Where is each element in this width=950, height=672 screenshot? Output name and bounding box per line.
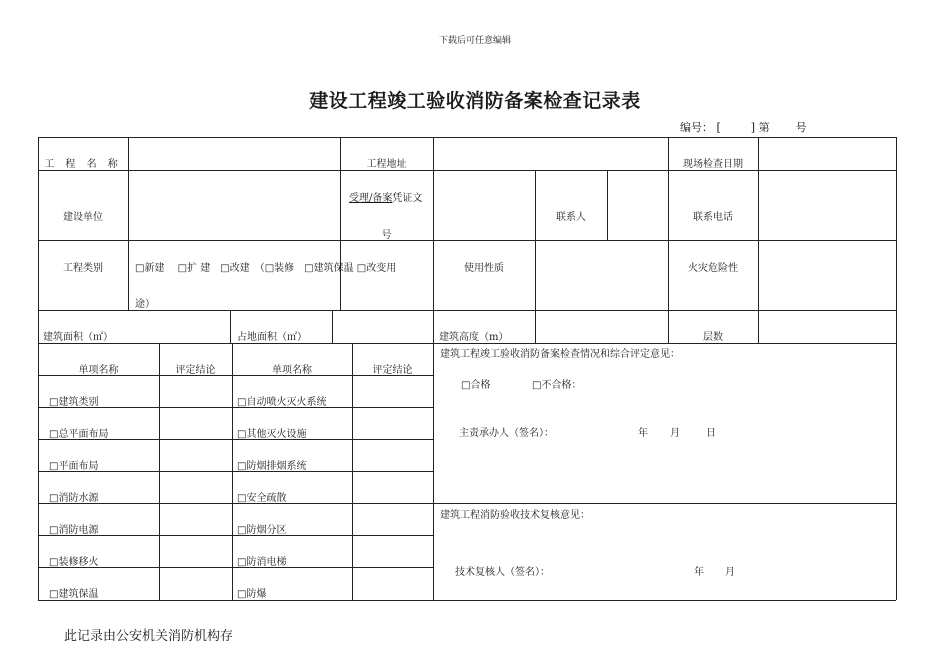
item-left-1: □建筑类别: [49, 397, 99, 408]
opinion-pass-checkbox: □合格: [461, 380, 491, 391]
receipt-label-c: 号: [381, 230, 392, 241]
serial-di: 第: [758, 121, 770, 134]
items-col-name-left: 单项名称: [78, 365, 119, 376]
category-options: □新建 □扩 建 □改建 （□装修 □建筑保温 □改变用: [135, 263, 397, 274]
building-area-label: 建筑面积（㎡）: [43, 332, 113, 343]
inspection-date-label: 现场检查日期: [683, 159, 743, 170]
construction-unit-label: 建设单位: [63, 212, 103, 223]
serial-open-bracket: [: [716, 121, 721, 134]
floors-label: 层数: [703, 332, 723, 343]
opinion-year: 年: [638, 428, 648, 439]
item-left-4: □消防水源: [49, 493, 99, 504]
project-name-label: 工 程 名 称: [44, 159, 122, 170]
fire-risk-label: 火灾危险性: [688, 263, 738, 274]
receipt-label-a: 受理/备案: [349, 193, 393, 204]
item-right-1: □自动喷火灭火系统: [237, 397, 327, 408]
review-month: 月: [725, 567, 735, 578]
item-right-2: □其他灭火设施: [237, 429, 307, 440]
item-left-7: □建筑保温: [49, 589, 99, 600]
opinion-title: 建筑工程竣工验收消防备案检查情况和综合评定意见：: [440, 349, 680, 360]
footer-note: 此记录由公安机关消防机构存: [64, 629, 234, 644]
opinion-fail-checkbox: □不合格：: [532, 380, 582, 391]
item-right-7: □防爆: [237, 589, 267, 600]
opinion-day: 日: [706, 428, 716, 439]
serial-label: 编号：: [680, 121, 713, 134]
receipt-label-b: 凭证文: [392, 193, 423, 204]
form-title: 建设工程竣工验收消防备案检查记录表: [309, 90, 641, 112]
item-right-6: □防消电梯: [237, 557, 287, 568]
category-options-tail: 途）: [135, 299, 155, 310]
items-col-result-right: 评定结论: [372, 365, 413, 376]
item-left-5: □消防电源: [49, 525, 99, 536]
serial-hao: 号: [795, 121, 807, 134]
items-col-result-left: 评定结论: [175, 365, 216, 376]
review-signer-label: 技术复核人（签名）：: [455, 567, 550, 578]
project-address-label: 工程地址: [366, 159, 407, 170]
usage-label: 使用性质: [464, 263, 504, 274]
item-left-6: □装修移火: [49, 557, 99, 568]
contact-label: 联系人: [556, 212, 586, 223]
review-year: 年: [694, 567, 704, 578]
phone-label: 联系电话: [693, 212, 733, 223]
item-left-2: □总平面布局: [49, 429, 109, 440]
building-height-label: 建筑高度（m）: [439, 332, 509, 343]
review-title: 建筑工程消防验收技术复核意见：: [440, 510, 590, 521]
item-right-3: □防烟排烟系统: [237, 461, 307, 472]
header-note: 下载后可任意编辑: [438, 36, 511, 46]
serial-number: [680, 119, 807, 135]
opinion-signer-label: 主责承办人（签名）：: [459, 428, 554, 439]
item-left-3: □平面布局: [49, 461, 99, 472]
serial-close-bracket: ]: [750, 121, 756, 134]
receipt-label: [349, 189, 422, 204]
item-right-4: □安全疏散: [237, 493, 287, 504]
items-col-name-right: 单项名称: [272, 365, 312, 376]
opinion-month: 月: [670, 428, 680, 439]
item-right-5: □防烟分区: [237, 525, 287, 536]
land-area-label: 占地面积（㎡）: [237, 332, 307, 343]
category-label: 工程类别: [63, 263, 103, 274]
